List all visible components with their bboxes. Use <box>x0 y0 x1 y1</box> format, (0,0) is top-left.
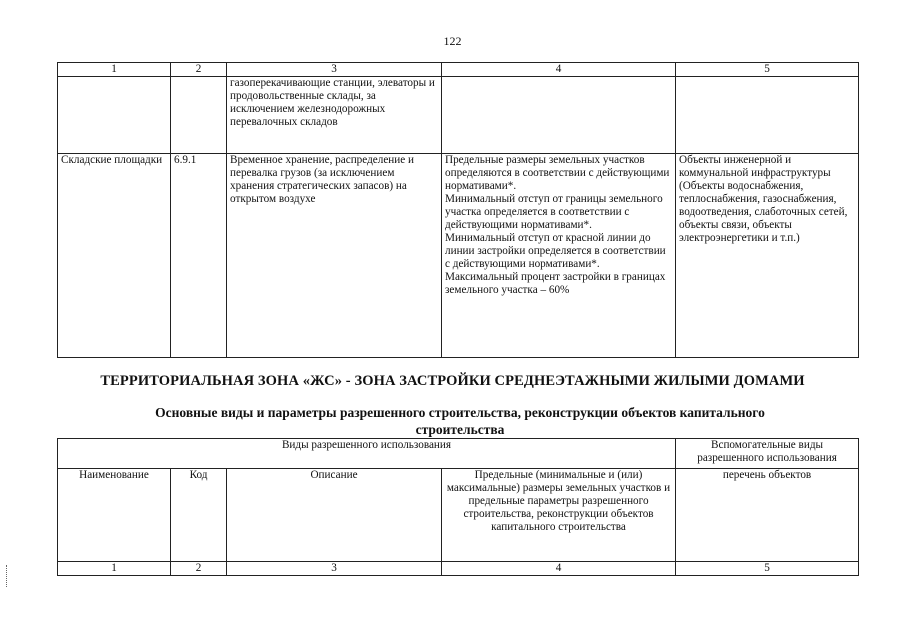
row-name: Складские площадки <box>58 154 171 358</box>
col-number-5: 5 <box>676 63 859 77</box>
upper-table <box>57 62 859 358</box>
column-header-parameters: Предельные (минимальные и (или) максимальные) размеры земельных участков и предельные параметры разрешенного строительства, реконструкции объектов капитального строительства <box>442 469 676 562</box>
col-number-3: 3 <box>227 63 442 77</box>
row-auxiliary: Объекты инженерной и коммунальной инфраструктуры (Объекты водоснабжения, теплоснабжения, газоснабжения, водоотведения, слаботочных сетей, объекты связи, объекты электроэнергетики и т.п.) <box>676 154 859 358</box>
row-parameters: Предельные размеры земельных участков определяются в соответствии с действующими нормативами*. Минимальный отступ от границы земельного участка определяется в соответствии с действующими нормативами*. Минимальный отступ от красной линии до линии застройки определяется в соответствии с действующими нормативами*. Максимальный процент застройки в границах земельного участка – 60% <box>442 154 676 358</box>
table-row <box>58 154 859 358</box>
column-header-code: Код <box>171 469 227 562</box>
col-number-1: 1 <box>58 63 171 77</box>
col-number-4: 4 <box>442 63 676 77</box>
continuation-row <box>58 77 859 154</box>
col-number-1: 1 <box>58 562 171 576</box>
col-number-2: 2 <box>171 63 227 77</box>
zone-title: ТЕРРИТОРИАЛЬНАЯ ЗОНА «ЖС» - ЗОНА ЗАСТРОЙКИ СРЕДНЕЭТАЖНЫМИ ЖИЛЫМИ ДОМАМИ <box>100 373 805 389</box>
cell-empty <box>171 77 227 154</box>
col-number-5: 5 <box>676 562 859 576</box>
column-header-name: Наименование <box>58 469 171 562</box>
cell-empty <box>676 77 859 154</box>
continuation-description: газоперекачивающие станции, элеваторы и продовольственные склады, за исключением железнодорожных перевалочных складов <box>227 77 442 154</box>
section-title: Основные виды и параметры разрешенного строительства, реконструкции объектов капитального строительства <box>155 405 765 437</box>
upper-header-row <box>58 63 859 77</box>
lower-table <box>57 438 859 576</box>
row-code: 6.9.1 <box>171 154 227 358</box>
col-number-4: 4 <box>442 562 676 576</box>
margin-mark <box>6 565 10 587</box>
group-header: Виды разрешенного использования <box>58 439 676 469</box>
lower-number-row <box>58 562 859 576</box>
col-number-2: 2 <box>171 562 227 576</box>
cell-empty <box>58 77 171 154</box>
row-description: Временное хранение, распределение и перевалка грузов (за исключением хранения стратегических запасов) на открытом воздухе <box>227 154 442 358</box>
col-number-3: 3 <box>227 562 442 576</box>
aux-header: Вспомогательные виды разрешенного использования <box>676 439 859 469</box>
column-header-aux: перечень объектов <box>676 469 859 562</box>
lower-group-header-row <box>58 439 859 469</box>
lower-column-header-row <box>58 469 859 562</box>
page-number: 122 <box>443 34 462 48</box>
column-header-description: Описание <box>227 469 442 562</box>
cell-empty <box>442 77 676 154</box>
